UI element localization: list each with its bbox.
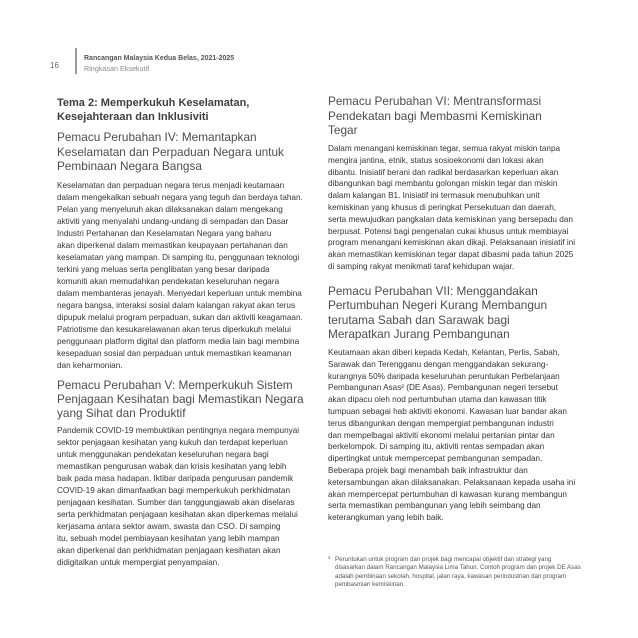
body-line: serta mewujudkan pangkalan data kemiskinan yang bersepadu dan xyxy=(328,214,573,224)
body-line: untuk menggunakan pendekatan keseluruhan negara bagi xyxy=(57,450,269,459)
body-line: Pembangunan Asas² (DE Asas). Pembangunan negeri tersebut xyxy=(328,383,558,393)
body-line: kerjasama antara sektor awam, swasta dan CSO. Di samping xyxy=(57,522,281,531)
body-line: berpusat. Potensi bagi pengenalan cukai khusus untuk membiayai xyxy=(328,226,569,236)
body-line: kesepaduan sosial dan perpaduan untuk memastikan keamanan xyxy=(57,349,292,358)
body-line: akan memastikan kemiskinan tegar dapat dibasmi pada tahun 2025 xyxy=(328,250,574,260)
body-line: dalam kalangan B1. Inisiatif ini termasuk menubuhkan unit xyxy=(328,191,540,201)
body-line: kemiskinan yang khusus di peringkat Persekutuan dan daerah, xyxy=(328,202,557,212)
footnote-marker: 2 xyxy=(328,555,331,561)
heading-line: terutama Sabah dan Sarawak bagi xyxy=(328,312,510,327)
section-vii-body xyxy=(328,347,575,524)
heading-line: Pemacu Perubahan VII: Menggandakan xyxy=(328,284,538,298)
theme-heading-line: Kesejahteraan dan Inklusiviti xyxy=(57,111,209,123)
footnote-line: disasarkan dalam Rancangan Malaysia Lima Tahun. Contoh program dan projek DE Asas xyxy=(335,564,581,572)
body-line: Beberapa projek bagi menambah baik infrastruktur dan xyxy=(328,465,528,475)
body-line: Industri Pertahanan dan Keselamatan Negara yang baharu xyxy=(57,229,272,238)
body-line: akan diperkenal dan perkhidmatan penjagaan kesihatan akan xyxy=(57,546,281,555)
heading-line: Tegar xyxy=(328,123,358,137)
body-line: mengira jantina, etnik, status sosioekonomi dan lokasi akan xyxy=(328,155,544,165)
body-line: memastikan pengurusan wabak dan krisis kesihatan yang lebih xyxy=(57,462,287,471)
body-line: Pelan yang menyeluruh akan dilaksanakan dalam mengekang xyxy=(57,205,283,214)
body-line: Keselamatan dan perpaduan negara terus menjadi keutamaan xyxy=(57,181,285,190)
body-line: sektor penjagaan kesihatan yang kukuh dan terdapat keperluan xyxy=(57,438,288,447)
body-line: Sarawak dan Terengganu dengan menggandakan sekurang- xyxy=(328,359,549,369)
body-line: negara bangsa, interaksi sosial dalam kalangan rakyat akan terus xyxy=(57,301,296,310)
body-line: terkini yang meluas serta penglibatan yang besar daripada xyxy=(57,265,270,274)
heading-line: Pemacu Perubahan IV: Memantapkan xyxy=(57,130,257,144)
body-line: dibangunkan bagi membantu golongan miskin tegar dan miskin xyxy=(328,179,558,189)
body-line: keselamatan yang mampan. Di samping itu, penggunaan teknologi xyxy=(57,253,300,262)
body-line: aktiviti yang menyalahi undang-undang di sempadan dan Dasar xyxy=(57,217,289,226)
body-line: serta memastikan pembangunan yang lebih seimbang dan xyxy=(328,501,541,511)
theme-heading xyxy=(57,96,249,124)
heading-line: Merapatkan Jurang Pembangunan xyxy=(328,326,510,341)
body-line: akan diperkenal dalam memastikan keupayaan pertahanan dan xyxy=(57,241,288,250)
body-line: keterangkuman yang lebih baik. xyxy=(328,513,444,523)
body-line: itu, sebuah model pembiayaan kesihatan yang lebih mampan xyxy=(57,534,280,543)
body-line: serta perkhidmatan penjagaan kesihatan akan diperkemas melalui xyxy=(57,510,298,519)
body-line: akan mempercepat pertumbuhan di kawasan kurang membangun xyxy=(328,489,567,499)
body-line: program menangani kemiskinan akan dikaji. Pelaksanaan inisiatif ini xyxy=(328,238,576,248)
body-line: Keutamaan akan diberi kepada Kedah, Kelantan, Perlis, Sabah, xyxy=(328,348,560,357)
footnote-line: pembasmian kemiskinan. xyxy=(335,581,405,589)
body-line: Pandemik COVID-19 membuktikan pentingnya negara mempunyai xyxy=(57,426,300,435)
body-line: dipupuk melalui program perpaduan, sukan dan aktiviti keagamaan. xyxy=(57,313,303,322)
header-divider xyxy=(75,48,77,74)
body-line: di samping rakyat menikmati taraf kehidupan wajar. xyxy=(328,261,515,271)
section-vi-heading xyxy=(328,94,542,138)
section-vii-heading xyxy=(328,284,547,341)
heading-line: Pendekatan bagi Membasmi Kemiskinan xyxy=(328,108,542,123)
body-line: dan keharmonian. xyxy=(57,361,123,370)
footnote-line: adalah pembinaan sekolah, hospital, jalan raya, kawasan perindustrian dan program xyxy=(335,572,567,580)
body-line: baik pada masa hadapan. Iktibar daripada pengurusan pandemik xyxy=(57,474,294,483)
page-number: 16 xyxy=(50,61,59,70)
body-line: dan mempelbagai aktiviti ekonomi melalui pertanian pintar dan xyxy=(328,430,555,440)
body-line: ketersambungan akan dilaksanakan. Pelaksanaan kepada usaha ini xyxy=(328,477,576,487)
body-line: penggunaan platform digital dan platform media lain bagi membina xyxy=(57,337,300,346)
body-line: dalam membanteras jenayah. Menyedari keperluan untuk membina xyxy=(57,289,302,298)
footnote-line: Peruntukan untuk program dan projek bagi mencapai objektif dan strategi yang xyxy=(335,555,552,563)
body-line: dalam mengekalkan sebuah negara yang teguh dan berdaya tahan. xyxy=(57,193,303,202)
body-line: tumpuan sebagai hab aktiviti ekonomi. Kawasan luar bandar akan xyxy=(328,406,567,416)
body-line: COVID-19 akan dimanfaatkan bagi memperkukuh perkhidmatan xyxy=(57,486,291,495)
section-vi-body xyxy=(328,143,575,273)
heading-line: Pertumbuhan Negeri Kurang Membangun xyxy=(328,298,548,313)
heading-line: Keselamatan dan Perpaduan Negara untuk xyxy=(57,144,284,159)
body-line: penjagaan kesihatan. Sumber dan tanggungjawab akan diselaras xyxy=(57,498,295,507)
body-line: dibantu. Inisiatif berani dan radikal berdasarkan keperluan akan xyxy=(328,167,559,177)
heading-line: Penjagaan Kesihatan bagi Memastikan Negara xyxy=(57,392,304,406)
body-line: akan dipacu oleh nod pertumbuhan utama dan kawasan titik xyxy=(328,395,547,405)
body-line: terus dibangunkan dengan mempergiat pembangunan industri xyxy=(328,418,554,428)
section-v-body xyxy=(57,425,299,569)
heading-line: yang Sihat dan Produktif xyxy=(57,406,186,420)
body-line: dipertingkat untuk mempercepat pembangunan sempadan. xyxy=(328,454,543,464)
section-iv-body xyxy=(57,180,303,372)
report-subtitle: Ringkasan Eksekutif xyxy=(84,63,150,73)
section-iv-heading xyxy=(57,130,284,174)
heading-line: Pembinaan Negara Bangsa xyxy=(57,159,202,173)
body-line: Dalam menangani kemiskinan tegar, semua rakyat miskin tanpa xyxy=(328,144,561,153)
theme-heading-line: Tema 2: Memperkukuh Keselamatan, xyxy=(57,97,250,109)
footnote-text xyxy=(335,556,581,590)
body-line: komuniti akan memudahkan pendekatan keseluruhan negara xyxy=(57,277,280,286)
body-line: kurangnya 50% daripada keseluruhan peruntukan Perbelanjaan xyxy=(328,371,560,381)
body-line: berkelompok. Di samping itu, aktiviti rentas sempadan akan xyxy=(328,442,545,452)
body-line: Patriotisme dan kesukarelawanan akan terus diperkukuh melalui xyxy=(57,325,291,334)
report-title: Rancangan Malaysia Kedua Belas, 2021-2025 xyxy=(84,54,235,62)
heading-line: Pemacu Perubahan VI: Mentransformasi xyxy=(328,94,542,108)
body-line: didigitalkan untuk mempergiat penyampaian. xyxy=(57,558,220,567)
heading-line: Pemacu Perubahan V: Memperkukuh Sistem xyxy=(57,378,293,392)
section-v-heading xyxy=(57,378,304,420)
